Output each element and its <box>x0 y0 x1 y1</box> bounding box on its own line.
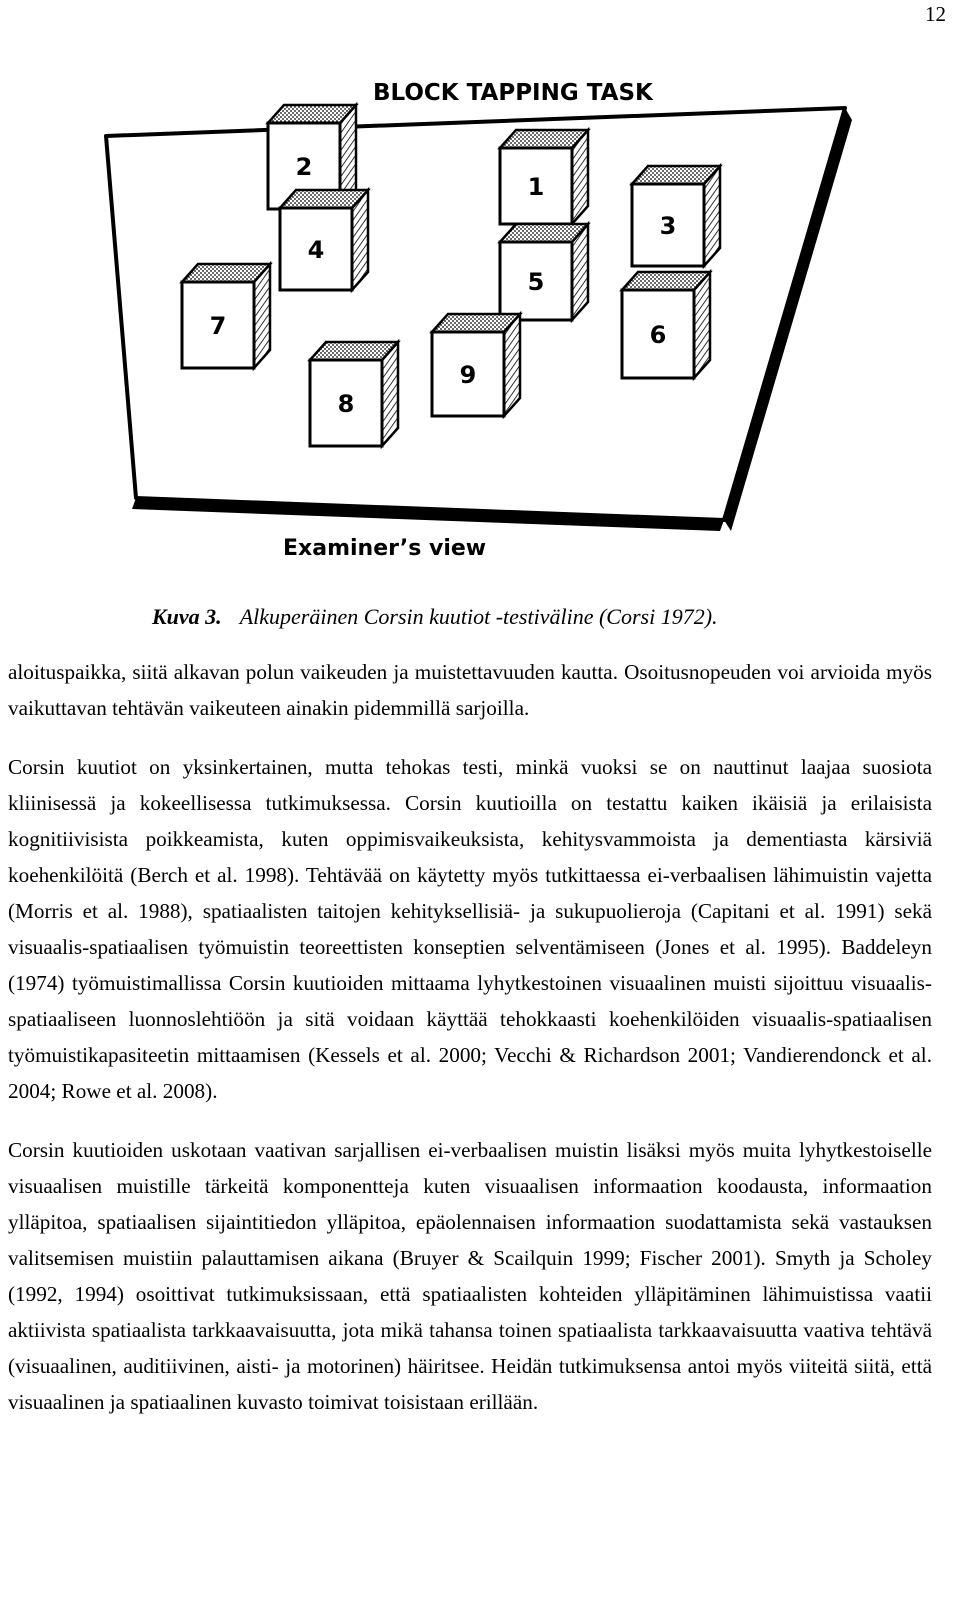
figure-caption <box>152 604 718 630</box>
block-top-face <box>622 272 710 290</box>
block-board-illustration <box>0 0 960 580</box>
block-1 <box>500 130 588 224</box>
block-tapping-figure <box>0 0 960 580</box>
figure-title: BLOCK TAPPING TASK <box>373 80 653 106</box>
block-number-label: 8 <box>337 390 355 418</box>
block-number-label: 2 <box>295 153 313 181</box>
block-top-face <box>182 264 270 282</box>
block-top-face <box>310 342 398 360</box>
block-9 <box>432 314 520 416</box>
block-top-face <box>632 166 720 184</box>
block-8 <box>310 342 398 446</box>
paragraph: aloituspaikka, siitä alkavan polun vaikeuden ja muistettavuuden kautta. Osoitusnopeuden voi arvioida myös vaikuttavan tehtävän vaikeuteen ainakin pidemmillä sarjoilla. <box>8 660 932 720</box>
block-number-label: 7 <box>209 312 227 340</box>
block-number-label: 6 <box>649 321 667 349</box>
block-top-face <box>432 314 520 332</box>
block-5 <box>500 224 588 320</box>
block-number-label: 4 <box>307 236 325 264</box>
block-number-label: 5 <box>527 268 545 296</box>
block-top-face <box>280 190 368 208</box>
block-6 <box>622 272 710 378</box>
block-3 <box>632 166 720 266</box>
block-top-face <box>268 105 356 123</box>
block-4 <box>280 190 368 290</box>
body-text <box>8 654 932 1443</box>
block-top-face <box>500 224 588 242</box>
block-7 <box>182 264 270 368</box>
paragraph: Corsin kuutioiden uskotaan vaativan sarjallisen ei-verbaalisen muistin lisäksi myös muita lyhytkestoiselle visuaalisen muistille tärkeitä komponentteja kuten visuaalisen informaation koodausta, informaation ylläpitoa, spatiaalisen sijaintitiedon ylläpitoa, epäolennaisen informaation suodattamista sekä vastauksen valitsemisen muistiin palauttamisen aikana (Bruyer & Scailquin 1999; Fischer 2001). Smyth ja Scholey (1992, 1994) osoittivat tutkimuksissaan, että spatiaalisten kohteiden ylläpitäminen lähimuistissa vaatii aktiivista spatiaalista tarkkaavaisuutta, jota mikä tahansa toinen spatiaalista tarkkaavaisuutta vaativa tehtävä (visuaalinen, auditiivinen, aisti- ja motorinen) häiritsee. Heidän tutkimuksensa antoi myös viiteitä siitä, että visuaalinen ja spatiaalinen kuvasto toimivat toisistaan erillään. <box>8 1138 932 1414</box>
block-number-label: 9 <box>459 361 477 389</box>
page-number: 12 <box>925 2 946 26</box>
figure-footer: Examiner’s view <box>283 536 487 561</box>
block-number-label: 1 <box>527 173 545 201</box>
block-top-face <box>500 130 588 148</box>
caption-text: Alkuperäinen Corsin kuutiot -testiväline (Corsi 1972). <box>239 604 718 629</box>
caption-label: Kuva 3. <box>152 604 222 629</box>
paragraph: Corsin kuutiot on yksinkertainen, mutta tehokas testi, minkä vuoksi se on nauttinut laajaa suosiota kliinisessä ja kokeellisessa tutkimuksessa. Corsin kuutioilla on testattu kaiken ikäisiä ja erilaisista kognitiivisista poikkeamista, kuten oppimisvaikeuksista, kehitysvammoista ja dementiasta kärsiviä koehenkilöitä (Berch et al. 1998). Tehtävää on käytetty myös tutkittaessa ei-verbaalisen lähimuistin vajetta (Morris et al. 1988), spatiaalisten taitojen kehityksellisiä- ja sukupuolieroja (Capitani et al. 1991) sekä visuaalis-spatiaalisen työmuistin teoreettisten konseptien selventämiseen (Jones et al. 1995). Baddeleyn (1974) työmuistimallissa Corsin kuutioiden mittaama lyhytkestoinen visuaalinen muisti sijoittuu visuaalis-spatiaaliseen luonnoslehtiöön ja sitä voidaan käyttää tehokkaasti koehenkilöiden visuaalis-spatiaalisen työmuistikapasiteetin mittaamisen (Kessels et al. 2000; Vecchi & Richardson 2001; Vandierendonck et al. 2004; Rowe et al. 2008). <box>8 755 932 1103</box>
block-number-label: 3 <box>659 212 677 240</box>
